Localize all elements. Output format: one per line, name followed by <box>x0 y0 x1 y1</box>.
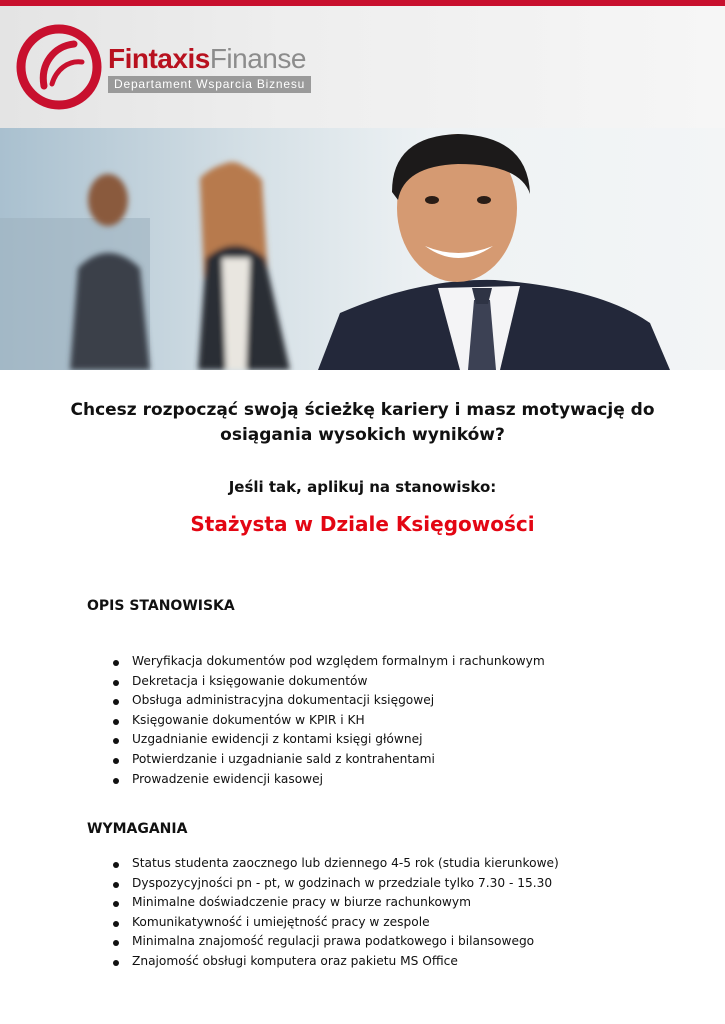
brand-name-part2: Finanse <box>209 43 306 74</box>
list-item: Dekretacja i księgowanie dokumentów <box>113 672 545 692</box>
headline <box>0 398 725 448</box>
list-item: Potwierdzanie i uzgadnianie sald z kontrahentami <box>113 750 545 770</box>
fintaxis-logo-icon <box>16 24 102 110</box>
list-item: Dyspozycyjności pn - pt, w godzinach w przedziale tylko 7.30 - 15.30 <box>113 874 559 894</box>
list-item: Znajomość obsługi komputera oraz pakietu MS Office <box>113 952 559 972</box>
requirements-section-title: WYMAGANIA <box>87 821 188 837</box>
list-item: Obsługa administracyjna dokumentacji księgowej <box>113 691 545 711</box>
brand-name <box>108 44 306 74</box>
list-item: Status studenta zaocznego lub dziennego 4-5 rok (studia kierunkowe) <box>113 854 559 874</box>
requirements-list <box>113 854 559 972</box>
list-item: Komunikatywność i umiejętność pracy w zespole <box>113 913 559 933</box>
brand-name-part1: Fintaxis <box>108 43 210 74</box>
list-item: Minimalne doświadczenie pracy w biurze rachunkowym <box>113 893 559 913</box>
headline-line2: osiągania wysokich wyników? <box>220 425 505 445</box>
list-item: Minimalna znajomość regulacji prawa podatkowego i bilansowego <box>113 932 559 952</box>
header-banner <box>0 6 725 128</box>
brand-tagline: Departament Wsparcia Biznesu <box>108 76 311 93</box>
hero-photo <box>0 128 725 370</box>
list-item: Księgowanie dokumentów w KPIR i KH <box>113 711 545 731</box>
list-item: Prowadzenie ewidencji kasowej <box>113 770 545 790</box>
list-item: Uzgadnianie ewidencji z kontami księgi głównej <box>113 730 545 750</box>
apply-prompt: Jeśli tak, aplikuj na stanowisko: <box>228 478 497 496</box>
headline-line1: Chcesz rozpocząć swoją ścieżkę kariery i masz motywację do <box>70 400 655 420</box>
description-section-title: OPIS STANOWISKA <box>87 598 235 614</box>
list-item: Weryfikacja dokumentów pod względem formalnym i rachunkowym <box>113 652 545 672</box>
description-list <box>113 652 545 789</box>
position-title: Stażysta w Dziale Księgowości <box>190 512 535 536</box>
